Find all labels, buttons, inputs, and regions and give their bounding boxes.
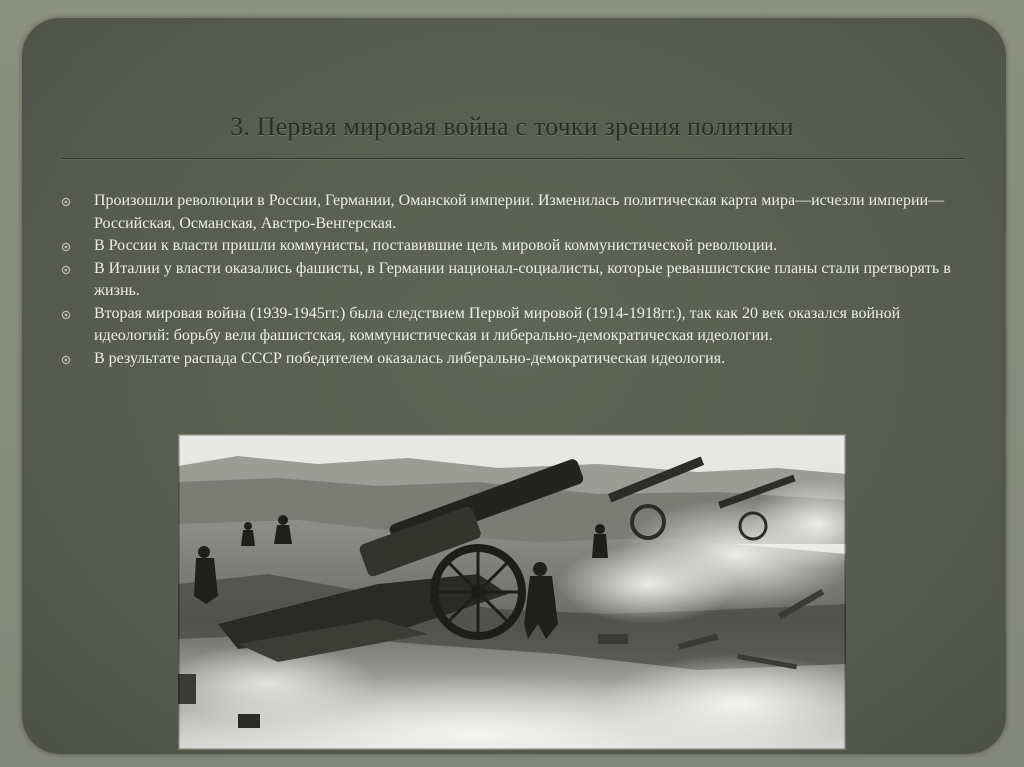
bullet-text: Произошли революции в России, Германии, Оманской империи. Изменилась политическая карта мира—исчезли империи—Российская, Османская, Австро-Венгерская. <box>94 192 945 232</box>
bullet-text: В результате распада СССР победителем оказалась либерально-демократическая идеология. <box>94 349 726 367</box>
bullet-item <box>60 348 960 371</box>
title-divider <box>62 158 964 159</box>
bullet-list <box>60 190 960 370</box>
artillery-photo <box>178 434 846 750</box>
circle-bullet-icon <box>61 197 71 207</box>
bullet-text: В России к власти пришли коммунисты, поставившие цель мировой коммунистической революции. <box>94 237 778 254</box>
circle-bullet-icon <box>61 355 71 365</box>
circle-bullet-icon <box>61 310 71 320</box>
circle-bullet-icon <box>61 265 71 275</box>
bullet-item <box>60 258 960 303</box>
slide-title: 3. Первая мировая война с точки зрения политики <box>230 112 794 141</box>
bullet-text: Вторая мировая война (1939-1945гг.) была следствием Первой мировой (1914-1918гг.), так как 20 век оказался войной идеологий: борьбу вели фашистская, коммунистическая и либерально-демократическая идеологии. <box>94 304 901 344</box>
bullet-text: В Италии у власти оказались фашисты, в Германии национал-социалисты, которые реваншистские планы стали претворять в жизнь. <box>94 259 951 299</box>
bullet-item <box>60 303 960 348</box>
bullet-item <box>60 190 960 235</box>
bullet-item <box>60 235 960 258</box>
circle-bullet-icon <box>61 242 71 252</box>
